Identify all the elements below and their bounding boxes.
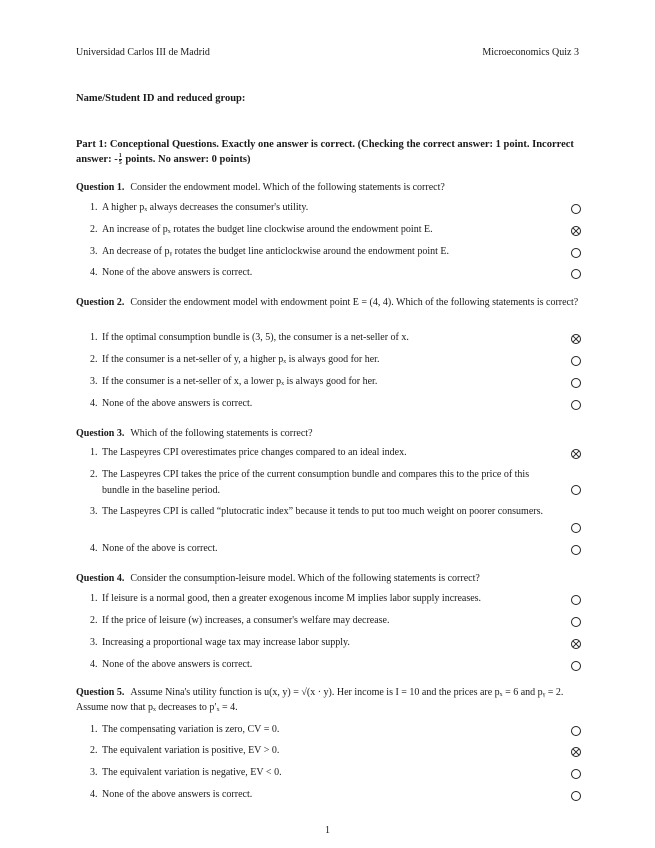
- fraction: [119, 153, 122, 166]
- question-text: Assume Nina's utility function is u(x, y) = √(x · y). Her income is I = 10 and the prices are pₓ = 6 and pᵧ = 2. Assume now that pₓ decreases to p′ₓ = 4.: [76, 687, 564, 713]
- option: [90, 244, 579, 260]
- part1-suffix: points. No answer: 0 points): [122, 154, 251, 165]
- answer-radio[interactable]: [571, 545, 581, 555]
- question-text: Which of the following statements is correct?: [130, 428, 313, 439]
- answer-radio[interactable]: [571, 400, 581, 410]
- option: [90, 787, 579, 803]
- option: [90, 200, 579, 216]
- option-text: If the consumer is a net-seller of y, a higher pₓ is always good for her.: [102, 354, 380, 365]
- question-4: [76, 571, 579, 586]
- option-number: 4.: [90, 267, 98, 278]
- page-number: 1: [325, 825, 330, 836]
- option: [90, 541, 579, 557]
- answer-radio[interactable]: [571, 791, 581, 801]
- option: [90, 635, 579, 651]
- option-number: 2.: [90, 224, 98, 235]
- option-text: If the price of leisure (w) increases, a consumer's welfare may decrease.: [102, 615, 390, 626]
- fraction-denominator: 5: [118, 160, 122, 167]
- question-2: [76, 295, 579, 310]
- option-number: 2.: [90, 469, 98, 480]
- answer-radio[interactable]: [571, 617, 581, 627]
- question-text: Consider the endowment model with endowment point E = (4, 4). Which of the following statements is correct?: [130, 297, 579, 308]
- option-number: 1.: [90, 724, 98, 735]
- option: [90, 374, 579, 390]
- answer-radio-checked[interactable]: [571, 747, 581, 757]
- option-text: None of the above answers is correct.: [102, 789, 253, 800]
- option-number: 3.: [90, 376, 98, 387]
- answer-radio[interactable]: [571, 726, 581, 736]
- option-text: A higher pₓ always decreases the consumer's utility.: [102, 202, 309, 213]
- option: [90, 265, 579, 281]
- option-text: None of the above answers is correct.: [102, 398, 253, 409]
- option-number: 2.: [90, 745, 98, 756]
- option-text: If the optimal consumption bundle is (3, 5), the consumer is a net-seller of x.: [102, 332, 409, 343]
- course-quiz-title: Microeconomics Quiz 3: [482, 47, 579, 58]
- option: [90, 591, 579, 607]
- question-label: Question 1.: [76, 182, 125, 193]
- option-text: The Laspeyres CPI takes the price of the current consumption bundle and compares this to the price of this bundle in the baseline period.: [102, 469, 530, 496]
- option: [90, 467, 579, 499]
- question-text: Consider the endowment model. Which of the following statements is correct?: [130, 182, 445, 193]
- fraction-numerator: 1: [118, 153, 122, 160]
- option: [90, 352, 579, 368]
- option-number: 1.: [90, 202, 98, 213]
- option-number: 3.: [90, 506, 98, 517]
- option-number: 3.: [90, 246, 98, 257]
- option-text: None of the above answers is correct.: [102, 267, 253, 278]
- answer-radio[interactable]: [571, 769, 581, 779]
- option-number: 1.: [90, 447, 98, 458]
- university-name: Universidad Carlos III de Madrid: [76, 47, 210, 58]
- option: [90, 330, 579, 346]
- question-text: Consider the consumption-leisure model. Which of the following statements is correct?: [130, 573, 480, 584]
- option: [90, 743, 579, 759]
- option-number: 4.: [90, 789, 98, 800]
- answer-radio-checked[interactable]: [571, 639, 581, 649]
- option: [90, 722, 579, 738]
- part1-prefix: Part 1: Conceptional Questions. Exactly one answer is correct. (Checking the correct answer: 1 point. Incorrect answer: -: [76, 139, 574, 165]
- option-number: 3.: [90, 637, 98, 648]
- quiz-page: [76, 0, 579, 848]
- option-number: 1.: [90, 332, 98, 343]
- option: [90, 504, 579, 520]
- question-5: [76, 685, 579, 715]
- option-number: 4.: [90, 659, 98, 670]
- question-label: Question 4.: [76, 573, 125, 584]
- option: [90, 396, 579, 412]
- option-text: None of the above is correct.: [102, 543, 218, 554]
- option: [90, 222, 579, 238]
- option-number: 2.: [90, 615, 98, 626]
- option-text: If the consumer is a net-seller of x, a lower pₓ is always good for her.: [102, 376, 378, 387]
- option-number: 1.: [90, 593, 98, 604]
- part1-instructions: [76, 137, 579, 167]
- answer-radio[interactable]: [571, 595, 581, 605]
- option-text: If leisure is a normal good, then a greater exogenous income M implies labor supply increases.: [102, 593, 482, 604]
- question-1: [76, 180, 579, 195]
- option-text: An decrease of pᵧ rotates the budget line anticlockwise around the endowment point E.: [102, 246, 449, 257]
- option-text: Increasing a proportional wage tax may increase labor supply.: [102, 637, 350, 648]
- option: [90, 657, 579, 673]
- answer-radio-checked[interactable]: [571, 226, 581, 236]
- answer-radio-checked[interactable]: [571, 334, 581, 344]
- answer-radio[interactable]: [571, 356, 581, 366]
- answer-radio[interactable]: [571, 661, 581, 671]
- answer-radio[interactable]: [571, 269, 581, 279]
- option-number: 2.: [90, 354, 98, 365]
- name-student-id-line: Name/Student ID and reduced group:: [76, 93, 246, 104]
- option-text: The Laspeyres CPI overestimates price changes compared to an ideal index.: [102, 447, 407, 458]
- option-text: The equivalent variation is positive, EV > 0.: [102, 745, 280, 756]
- question-label: Question 5.: [76, 687, 125, 698]
- option-text: The equivalent variation is negative, EV < 0.: [102, 767, 282, 778]
- answer-radio[interactable]: [571, 204, 581, 214]
- answer-radio[interactable]: [571, 378, 581, 388]
- option: [90, 445, 579, 461]
- question-label: Question 3.: [76, 428, 125, 439]
- option-number: 3.: [90, 767, 98, 778]
- option: [90, 765, 579, 781]
- answer-radio[interactable]: [571, 523, 581, 533]
- page-header: [76, 47, 579, 58]
- option: [90, 613, 579, 629]
- answer-radio[interactable]: [571, 248, 581, 258]
- answer-radio[interactable]: [571, 485, 581, 495]
- question-3: [76, 426, 579, 441]
- option-text: The compensating variation is zero, CV = 0.: [102, 724, 280, 735]
- question-label: Question 2.: [76, 297, 125, 308]
- option-text: The Laspeyres CPI is called “plutocratic index” because it tends to put too much weight on poorer consumers.: [102, 506, 543, 517]
- answer-radio-checked[interactable]: [571, 449, 581, 459]
- option-number: 4.: [90, 398, 98, 409]
- option-text: An increase of pₓ rotates the budget line clockwise around the endowment point E.: [102, 224, 433, 235]
- option-number: 4.: [90, 543, 98, 554]
- option-text: None of the above answers is correct.: [102, 659, 253, 670]
